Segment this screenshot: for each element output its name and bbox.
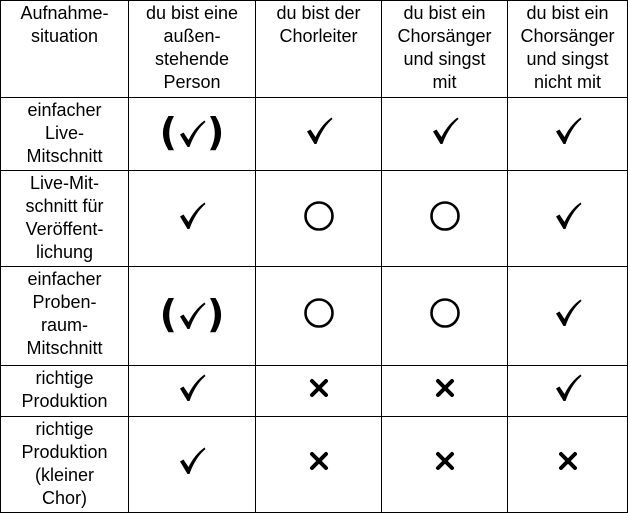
- header-label: Aufnahme- situation: [20, 3, 109, 46]
- table-cell: [256, 416, 382, 512]
- row-label-text: richtige Produktion (kleiner Chor): [21, 418, 108, 508]
- table-cell: [382, 416, 508, 512]
- table-cell: [256, 171, 382, 267]
- row-label-text: Live-Mit- schnitt für Veröffent- lichung: [25, 173, 104, 263]
- header-row: [1, 1, 628, 98]
- cross-icon: [435, 378, 455, 398]
- table-cell: [508, 171, 628, 267]
- table-row: [1, 267, 628, 365]
- header-choir-director: [256, 1, 382, 98]
- row-label: [1, 267, 129, 365]
- check-icon: [553, 298, 583, 328]
- cross-icon: [558, 451, 578, 471]
- table-cell: [129, 365, 256, 416]
- header-singer-singing: [382, 1, 508, 98]
- header-recording-situation: [1, 1, 129, 98]
- check-paren-icon: ( ): [159, 292, 225, 336]
- row-label-text: richtige Produktion: [21, 367, 108, 411]
- check-paren-icon: ( ): [159, 110, 225, 155]
- table-cell: [129, 171, 256, 267]
- circle-icon: [429, 297, 461, 329]
- check-icon: [553, 373, 583, 403]
- table-cell: [508, 267, 628, 365]
- check-icon: [177, 201, 207, 231]
- header-label: du bist ein Chorsänger und singst mit: [397, 3, 492, 92]
- circle-icon: [303, 200, 335, 232]
- table-row: [1, 98, 628, 171]
- row-label: [1, 171, 129, 267]
- table-row: [1, 365, 628, 416]
- check-icon: [177, 373, 207, 403]
- table-cell: [508, 416, 628, 512]
- table-cell: [382, 267, 508, 365]
- header-label: du bist der Chorleiter: [276, 3, 361, 46]
- check-icon: [553, 201, 583, 231]
- cross-icon: [309, 378, 329, 398]
- table-cell: [129, 416, 256, 512]
- cross-icon: [309, 451, 329, 471]
- check-icon: [177, 446, 207, 476]
- check-icon: [430, 116, 460, 146]
- table-cell: [382, 98, 508, 171]
- row-label: [1, 365, 129, 416]
- table-cell: [256, 98, 382, 171]
- check-icon: [304, 116, 334, 146]
- table-cell: [256, 365, 382, 416]
- row-label-text: einfacher Proben- raum- Mitschnitt: [26, 269, 103, 359]
- table-cell: [508, 365, 628, 416]
- header-singer-not-singing: [508, 1, 628, 98]
- table-cell: [129, 98, 256, 171]
- row-label: [1, 98, 129, 171]
- header-label: du bist eine außen- stehende Person: [145, 3, 239, 92]
- table-cell: [382, 365, 508, 416]
- table-cell: [508, 98, 628, 171]
- table-cell: [382, 171, 508, 267]
- cross-icon: [435, 451, 455, 471]
- row-label: [1, 416, 129, 512]
- row-label-text: einfacher Live- Mitschnitt: [26, 100, 103, 166]
- table-row: [1, 171, 628, 267]
- circle-icon: [303, 297, 335, 329]
- table-cell: [129, 267, 256, 365]
- check-icon: [553, 116, 583, 146]
- circle-icon: [429, 200, 461, 232]
- header-label: du bist ein Chorsänger und singst nicht mit: [520, 3, 615, 92]
- header-outside-person: [129, 1, 256, 98]
- table-cell: [256, 267, 382, 365]
- table-row: [1, 416, 628, 512]
